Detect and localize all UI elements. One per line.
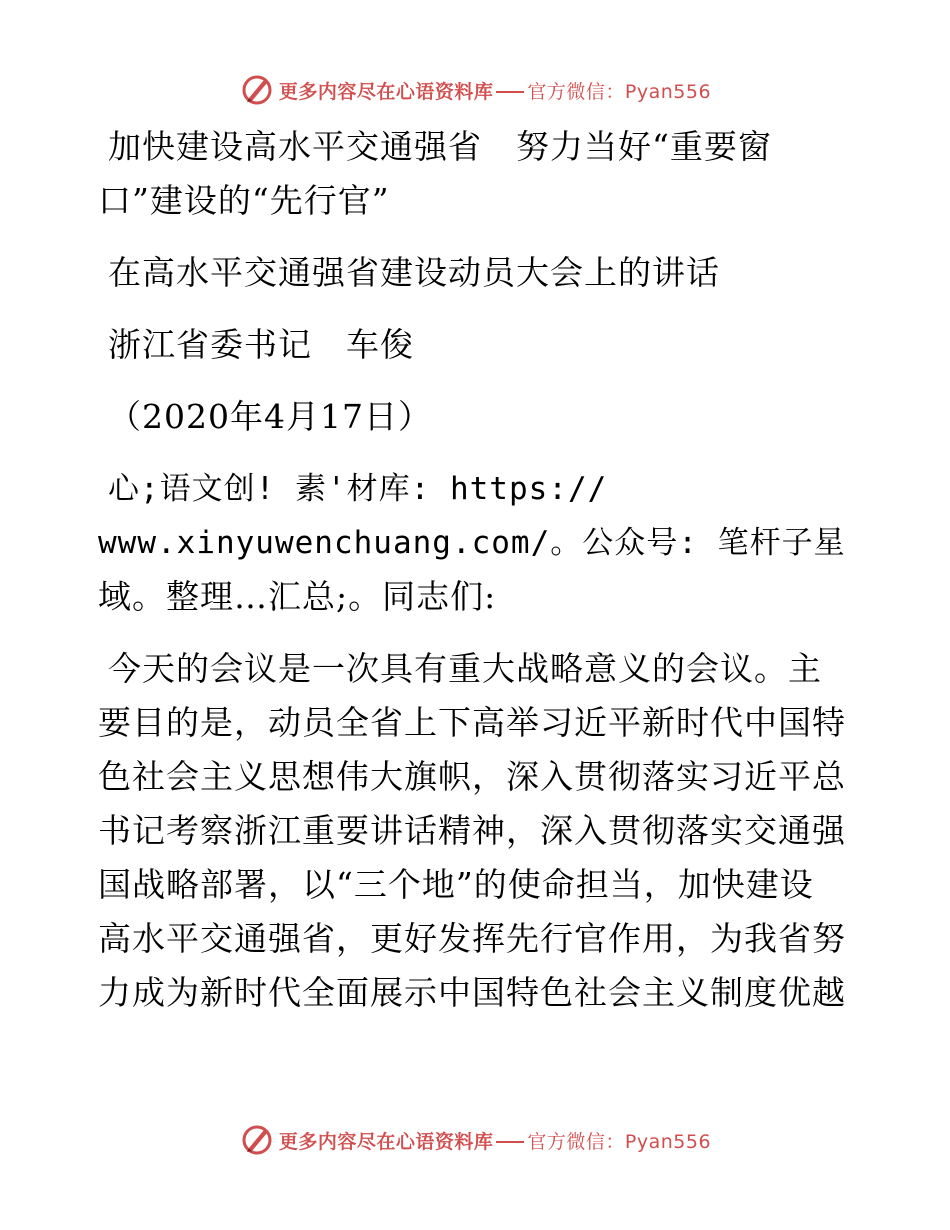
body-line: 高水平交通强省，更好发挥先行官作用，为我省努 bbox=[98, 919, 846, 958]
title-line-2: 口”建设的“先行官” bbox=[98, 181, 390, 220]
body-line: 今天的会议是一次具有重大战略意义的会议。主 bbox=[108, 649, 822, 688]
title-line-1: 加快建设高水平交通强省 努力当好“重要窗 bbox=[108, 127, 772, 166]
subtitle: 在高水平交通强省建设动员大会上的讲话 bbox=[108, 253, 720, 292]
brush-logo-icon bbox=[239, 1122, 275, 1158]
banner-dash bbox=[496, 1141, 524, 1143]
author-line: 浙江省委书记 车俊 bbox=[108, 325, 414, 364]
source-line-2: www.xinyuwenchuang.com/。公众号: 笔杆子星 bbox=[98, 525, 846, 561]
banner-main-text: 更多内容尽在心语资料库 bbox=[278, 80, 494, 103]
body-line: 书记考察浙江重要讲话精神，深入贯彻落实交通强 bbox=[98, 811, 846, 850]
banner-wechat-text: 官方微信：Pyan556 bbox=[527, 1130, 712, 1153]
banner-main-text: 更多内容尽在心语资料库 bbox=[278, 1130, 494, 1153]
banner-wechat-text: 官方微信：Pyan556 bbox=[527, 80, 712, 103]
date-line: （2020年4月17日） bbox=[108, 397, 432, 436]
header-banner bbox=[0, 68, 950, 112]
footer-banner bbox=[0, 1118, 950, 1162]
body-line: 要目的是，动员全省上下高举习近平新时代中国特 bbox=[98, 703, 846, 742]
body-paragraph bbox=[98, 642, 858, 1020]
source-line-1: 心;语文创! 素'材库: https:// bbox=[108, 471, 608, 507]
body-line: 国战略部署，以“三个地”的使命担当，加快建设 bbox=[98, 865, 814, 904]
document-body bbox=[98, 120, 858, 1020]
banner-text bbox=[279, 77, 711, 104]
brush-logo-icon bbox=[239, 72, 275, 108]
body-line: 色社会主义思想伟大旗帜，深入贯彻落实习近平总 bbox=[98, 757, 846, 796]
body-line: 力成为新时代全面展示中国特色社会主义制度优越 bbox=[98, 973, 846, 1012]
banner-dash bbox=[496, 91, 524, 93]
source-line-3: 域。整理…汇总;。同志们: bbox=[98, 577, 497, 616]
banner-text bbox=[279, 1127, 711, 1154]
